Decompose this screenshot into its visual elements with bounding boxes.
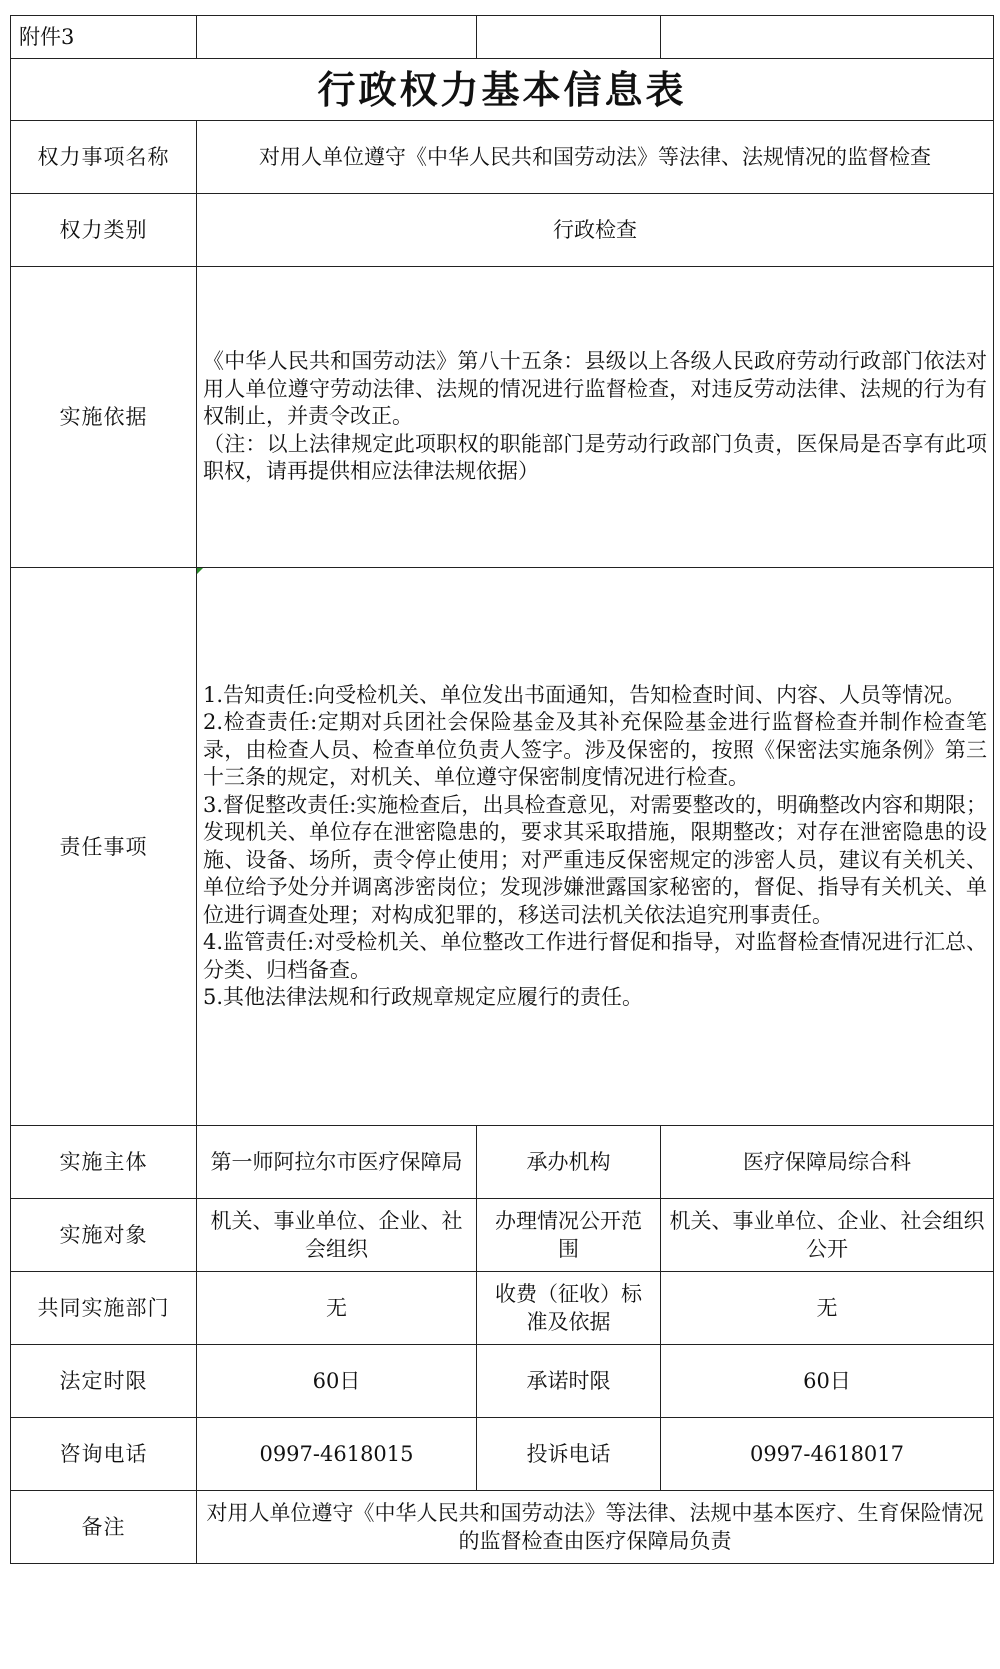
power-name-value: 对用人单位遵守《中华人民共和国劳动法》等法律、法规情况的监督检查: [197, 121, 994, 194]
basis-label: 实施依据: [11, 267, 197, 568]
subject-value: 第一师阿拉尔市医疗保障局: [197, 1126, 477, 1199]
remarks-label: 备注: [11, 1491, 197, 1564]
disclosure-scope-value: 机关、事业单位、企业、社会组织公开: [661, 1199, 994, 1272]
consult-phone-value: 0997-4618015: [197, 1418, 477, 1491]
handling-org-label: 承办机构: [477, 1126, 661, 1199]
remarks-row: [11, 1491, 994, 1564]
time-limit-row: [11, 1345, 994, 1418]
responsibility-item: 1.告知责任:向受检机关、单位发出书面通知，告知检查时间、内容、人员等情况。: [203, 682, 966, 707]
target-label: 实施对象: [11, 1199, 197, 1272]
joint-row: [11, 1272, 994, 1345]
responsibilities-row: [11, 568, 994, 1126]
empty-cell: [197, 16, 477, 59]
responsibility-item: 4.监管责任:对受检机关、单位整改工作进行督促和指导，对监督检查情况进行汇总、分类、归档备查。: [203, 930, 987, 982]
responsibilities-content: [197, 568, 994, 1126]
joint-dept-label: 共同实施部门: [11, 1272, 197, 1345]
consult-phone-label: 咨询电话: [11, 1418, 197, 1491]
subject-label: 实施主体: [11, 1126, 197, 1199]
power-name-row: [11, 121, 994, 194]
legal-time-limit-label: 法定时限: [11, 1345, 197, 1418]
title-row: [11, 59, 994, 121]
joint-dept-value: 无: [197, 1272, 477, 1345]
responsibility-item: 5.其他法律法规和行政规章规定应履行的责任。: [203, 985, 644, 1009]
power-name-label: 权力事项名称: [11, 121, 197, 194]
disclosure-scope-label: 办理情况公开范围: [477, 1199, 661, 1272]
info-sheet: [10, 15, 994, 1564]
attachment-label: 附件3: [11, 16, 197, 59]
complaint-phone-value: 0997-4618017: [661, 1418, 994, 1491]
target-row: [11, 1199, 994, 1272]
responsibility-item: 2.检查责任:定期对兵团社会保险基金及其补充保险基金进行监督检查并制作检查笔录，由检查人员、检查单位负责人签字。涉及保密的，按照《保密法实施条例》第三十三条的规定，对机关、单位遵守保密制度情况进行检查。: [203, 710, 987, 789]
basis-row: [11, 267, 994, 568]
fee-standard-label: 收费（征收）标准及依据: [477, 1272, 661, 1345]
target-value: 机关、事业单位、企业、社会组织: [197, 1199, 477, 1272]
responsibilities-label: 责任事项: [11, 568, 197, 1126]
promised-time-limit-value: 60日: [661, 1345, 994, 1418]
power-category-value: 行政检查: [197, 194, 994, 267]
power-category-label: 权力类别: [11, 194, 197, 267]
promised-time-limit-label: 承诺时限: [477, 1345, 661, 1418]
page-title: 行政权力基本信息表: [11, 59, 994, 121]
attachment-row: [11, 16, 994, 59]
basis-text: 《中华人民共和国劳动法》第八十五条：县级以上各级人民政府劳动行政部门依法对用人单位遵守劳动法律、法规的情况进行监督检查，对违反劳动法律、法规的行为有权制止，并责令改正。: [203, 349, 987, 429]
empty-cell: [661, 16, 994, 59]
subject-row: [11, 1126, 994, 1199]
power-category-row: [11, 194, 994, 267]
legal-time-limit-value: 60日: [197, 1345, 477, 1418]
complaint-phone-label: 投诉电话: [477, 1418, 661, 1491]
basis-note: （注：以上法律规定此项职权的职能部门是劳动行政部门负责，医保局是否享有此项职权，请再提供相应法律法规依据）: [203, 431, 987, 484]
basis-content: [197, 267, 994, 568]
phone-row: [11, 1418, 994, 1491]
cell-comment-marker: [197, 568, 203, 574]
responsibility-item: 3.督促整改责任:实施检查后，出具检查意见，对需要整改的，明确整改内容和期限；发现机关、单位存在泄密隐患的，要求其采取措施，限期整改；对存在泄密隐患的设施、设备、场所，责令停止使用；对严重违反保密规定的涉密人员，建议有关机关、单位给予处分并调离涉密岗位；发现涉嫌泄露国家秘密的，督促、指导有关机关、单位进行调查处理；对构成犯罪的，移送司法机关依法追究刑事责任。: [203, 792, 987, 927]
empty-cell: [477, 16, 661, 59]
fee-standard-value: 无: [661, 1272, 994, 1345]
handling-org-value: 医疗保障局综合科: [661, 1126, 994, 1199]
remarks-value: 对用人单位遵守《中华人民共和国劳动法》等法律、法规中基本医疗、生育保险情况的监督检查由医疗保障局负责: [197, 1491, 994, 1564]
info-table: [10, 15, 994, 1564]
